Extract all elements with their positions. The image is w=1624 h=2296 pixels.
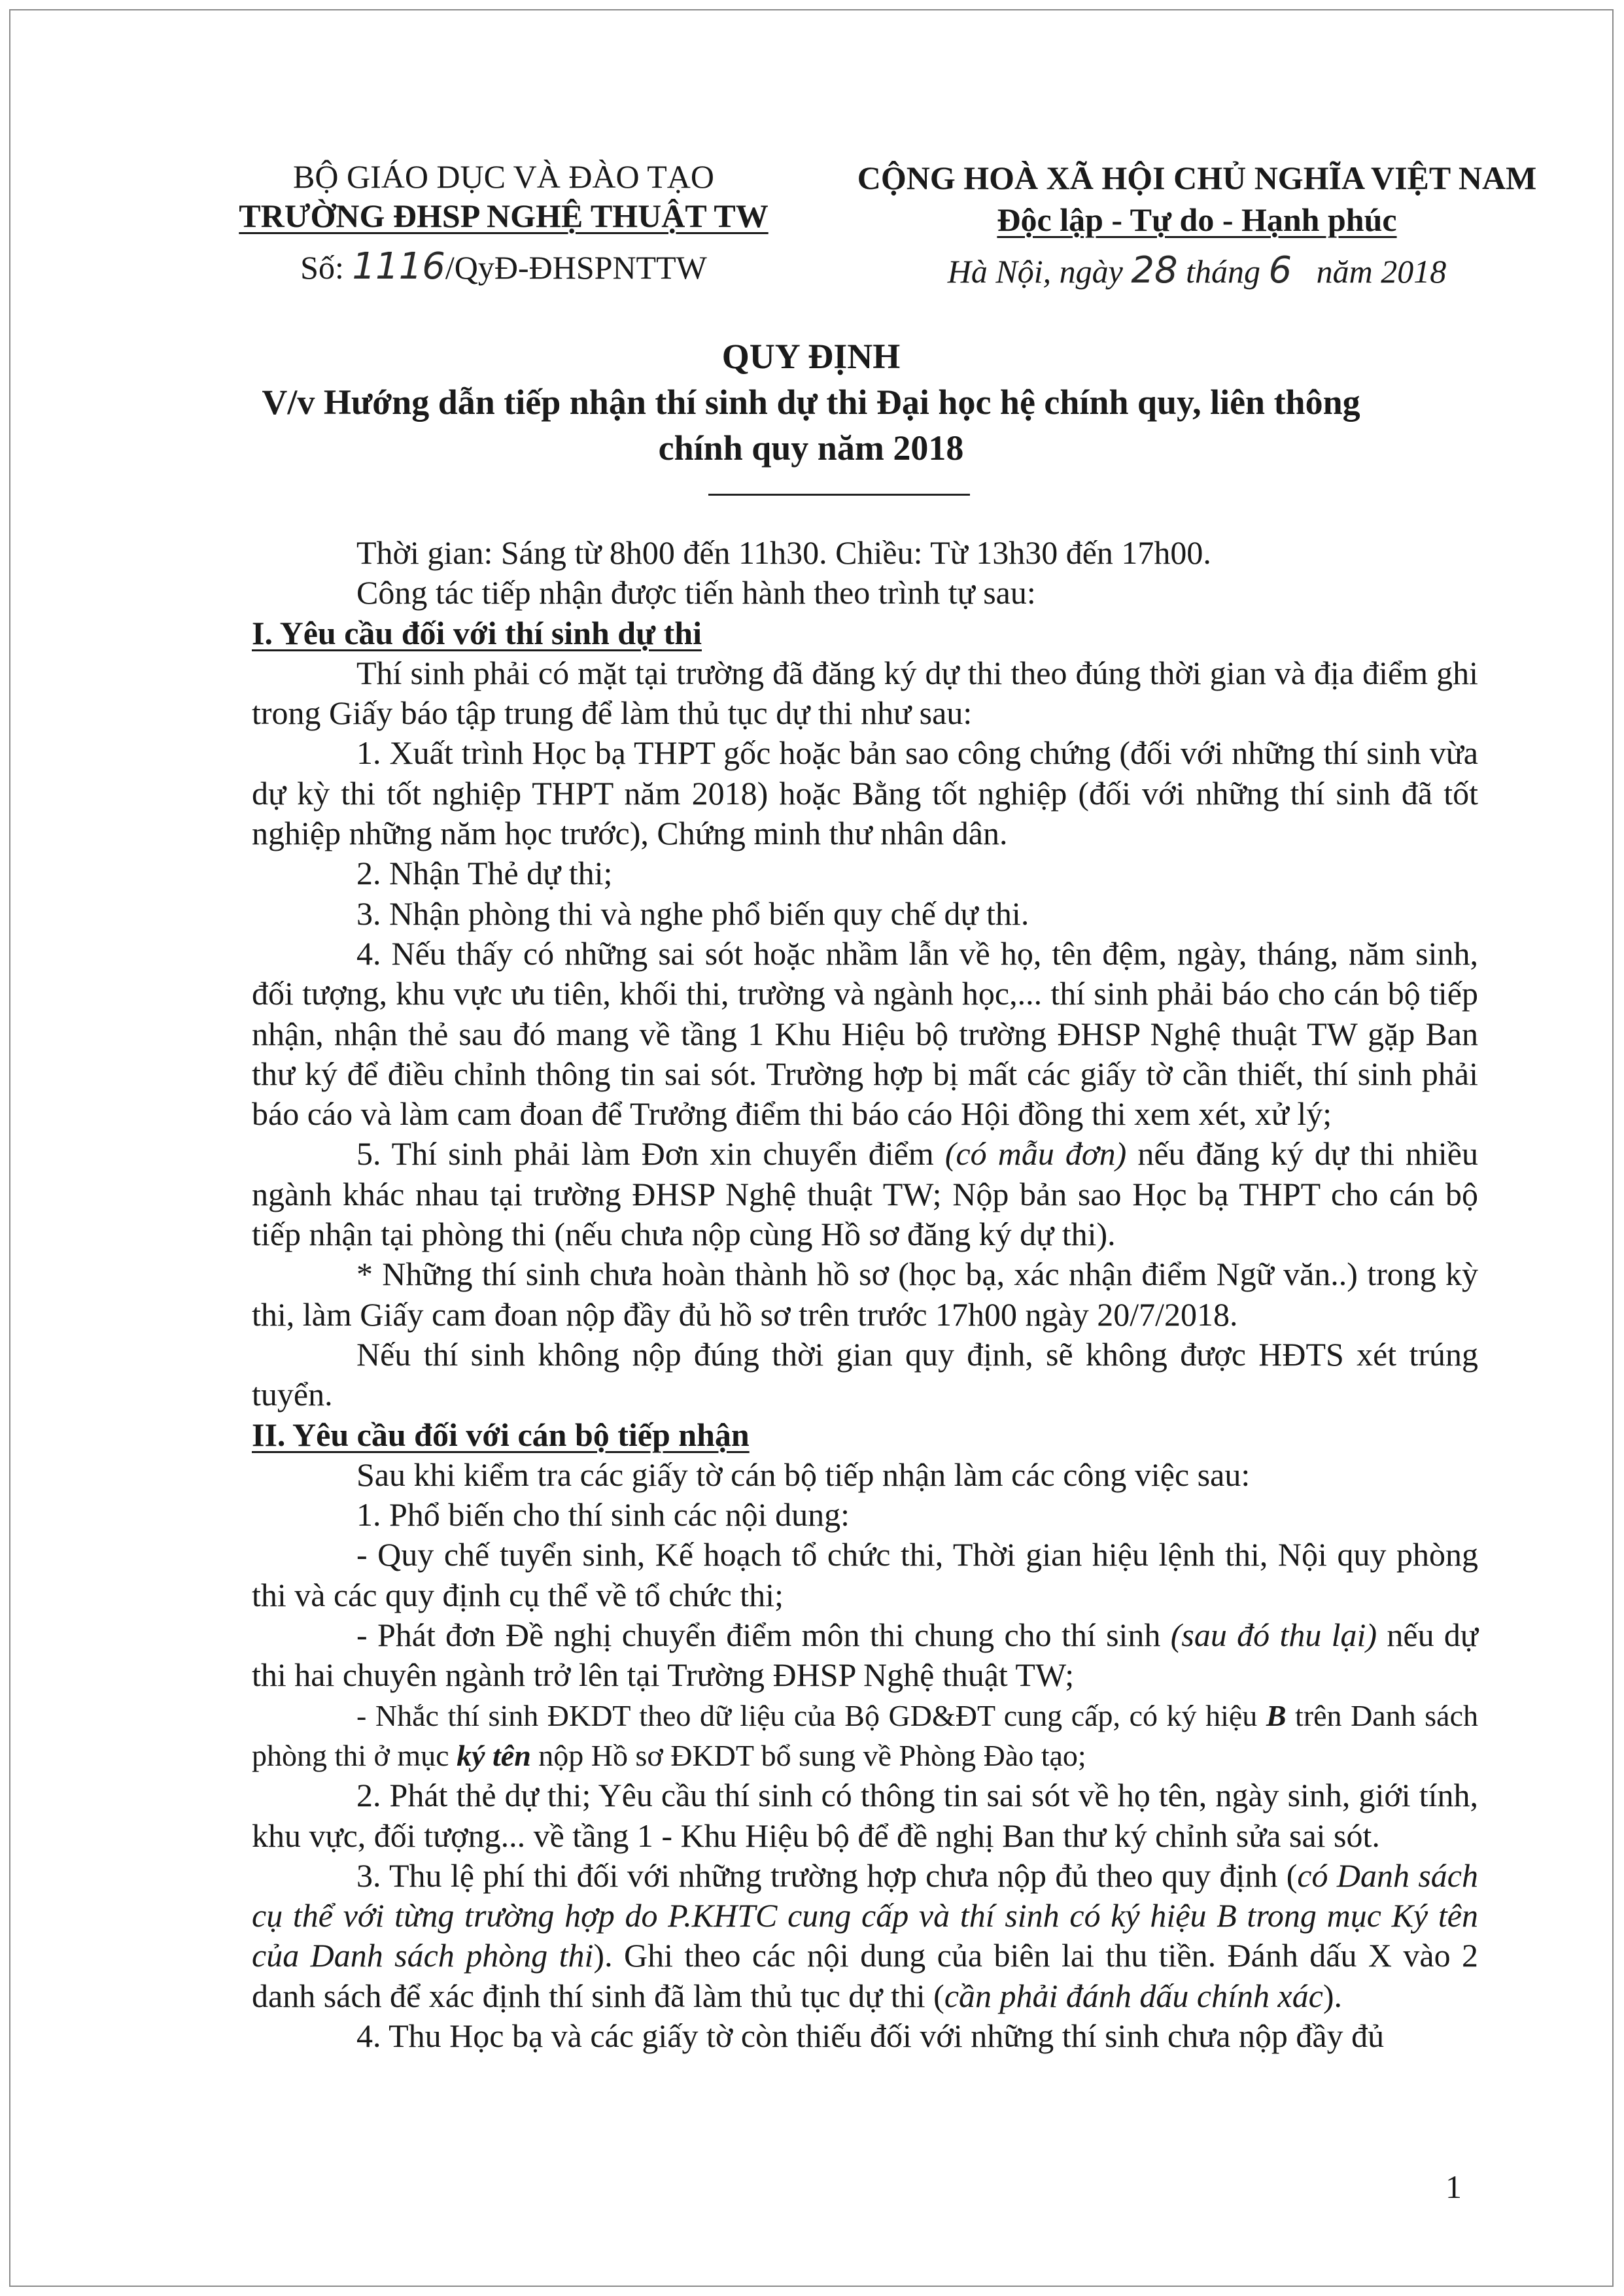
item-1c-text-b: trên Danh sách phòng thi ở mục — [252, 1698, 1478, 1772]
item-1c-text-c: nộp Hồ sơ ĐKDT bổ sung về Phòng Đào tạo; — [530, 1738, 1086, 1772]
section-1-item-1: 1. Xuất trình Học bạ THPT gốc hoặc bản sao công chứng (đối với những thí sinh vừa dự kỳ thi tốt nghiệp THPT năm 2018) hoặc Bằng tốt nghiệp (đối với những thí sinh đã tốt nghiệp những năm học trước), Chứng minh thư nhân dân. — [252, 734, 1478, 852]
item-3-italic-b: cần phải đánh dấu chính xác — [944, 1977, 1323, 2014]
symbol-b: B — [1266, 1698, 1287, 1732]
national-header — [837, 157, 1557, 292]
page-number: 1 — [1445, 2168, 1462, 2205]
handwritten-day: 28 — [1131, 249, 1178, 292]
intro-paragraph: Công tác tiếp nhận được tiến hành theo trình tự sau: — [356, 574, 1036, 611]
title-divider — [708, 494, 970, 496]
section-2-item-1c — [252, 1696, 1478, 1776]
section-2-item-1: 1. Phổ biến cho thí sinh các nội dung: — [356, 1496, 850, 1534]
number-suffix: /QyĐ-ĐHSPNTTW — [445, 249, 707, 286]
item-1b-text-a: - Phát đơn Đề nghị chuyển điểm môn thi chung cho thí sinh — [356, 1617, 1171, 1654]
time-paragraph: Thời gian: Sáng từ 8h00 đến 11h30. Chiều: Từ 13h30 đến 17h00. — [356, 534, 1211, 571]
section-2-item-2: 2. Phát thẻ dự thi; Yêu cầu thí sinh có thông tin sai sót về họ tên, ngày sinh, giới tính, khu vực, đối tượng... về tầng 1 - Khu Hiệu bộ để đề nghị Ban thư ký chỉnh sửa sai sót. — [252, 1777, 1478, 1854]
section-1-note: * Những thí sinh chưa hoàn thành hồ sơ (học bạ, xác nhận điểm Ngữ văn..) trong kỳ thi, làm Giấy cam đoan nộp đầy đủ hồ sơ trên trước 17h00 ngày 20/7/2018. — [252, 1256, 1478, 1333]
issue-date — [837, 250, 1557, 292]
section-2-item-3 — [252, 1856, 1478, 2016]
item-5-italic: (có mẫu đơn) — [944, 1135, 1127, 1173]
section-2-item-1b — [252, 1615, 1478, 1696]
ministry-name: BỘ GIÁO DỤC VÀ ĐÀO TẠO — [293, 158, 714, 195]
section-1-item-5 — [252, 1134, 1478, 1254]
section-2-intro: Sau khi kiểm tra các giấy tờ cán bộ tiếp nhận làm các công việc sau: — [356, 1456, 1251, 1493]
document-body — [252, 533, 1478, 2056]
title-line-2: V/v Hướng dẫn tiếp nhận thí sinh dự thi Đại học hệ chính quy, liên thông chính quy năm 2018 — [262, 383, 1360, 468]
number-prefix: Số: — [300, 249, 353, 286]
section-1-item-3: 3. Nhận phòng thi và nghe phổ biến quy chế dự thi. — [356, 895, 1029, 932]
section-2-item-4: 4. Thu Học bạ và các giấy tờ còn thiếu đối với những thí sinh chưa nộp đầy đủ — [356, 2017, 1385, 2054]
date-month-label: tháng — [1177, 253, 1269, 290]
item-5-text-b: nếu đăng ký dự thi nhiều ngành khác nhau tại trường ĐHSP Nghệ thuật TW; Nộp bản sao Học bạ THPT cho cán bộ tiếp nhận tại phòng thi (nếu chưa nộp cùng Hồ sơ đăng ký dự thi). — [252, 1135, 1478, 1253]
item-3-italic-a: có Danh sách cụ thể với từng trường hợp do P.KHTC cung cấp và thí sinh có ký hiệu B trong mục Ký tên của Danh sách phòng thi — [252, 1857, 1478, 1974]
item-1c-text-a: - Nhắc thí sinh ĐKDT theo dữ liệu của Bộ GD&ĐT cung cấp, có ký hiệu — [356, 1698, 1266, 1732]
item-3-text-a: 3. Thu lệ phí thi đối với những trường hợp chưa nộp đủ theo quy định ( — [356, 1857, 1298, 1894]
date-year: năm 2018 — [1292, 253, 1447, 290]
handwritten-month: 6 — [1268, 249, 1292, 292]
item-3-text-b: ). Ghi theo các nội dung của biên lai thu tiền. Đánh dấu X vào 2 danh sách để xác định thí sinh đã làm thủ tục dự thi ( — [252, 1937, 1479, 2014]
section-1-item-2: 2. Nhận Thẻ dự thi; — [356, 855, 613, 892]
national-motto: Độc lập - Tự do - Hạnh phúc — [997, 201, 1397, 238]
document-title — [249, 334, 1373, 471]
sign-field-label: ký tên — [457, 1738, 531, 1772]
section-1-warning: Nếu thí sinh không nộp đúng thời gian quy định, sẽ không được HĐTS xét trúng tuyển. — [252, 1335, 1478, 1413]
document-number — [216, 247, 791, 287]
section-2-item-1a: - Quy chế tuyển sinh, Kế hoạch tổ chức thi, Thời gian hiệu lệnh thi, Nội quy phòng thi và các quy định cụ thể về tổ chức thi; — [252, 1536, 1478, 1613]
issuer-block — [216, 157, 791, 287]
country-name: CỘNG HOÀ XÃ HỘI CHỦ NGHĨA VIỆT NAM — [857, 160, 1537, 196]
item-1b-italic: (sau đó thu lại) — [1170, 1617, 1377, 1654]
section-1-heading: I. Yêu cầu đối với thí sinh dự thi — [252, 614, 702, 651]
section-1-item-4: 4. Nếu thấy có những sai sót hoặc nhầm lẫn về họ, tên đệm, ngày, tháng, năm sinh, đối tượng, khu vực ưu tiên, khối thi, trường và ngành học,... thí sinh phải báo cho cán bộ tiếp nhận, nhận thẻ sau đó mang về tầng 1 Khu Hiệu bộ trường ĐHSP Nghệ thuật TW gặp Ban thư ký để điều chỉnh thông tin sai sót. Trường hợp bị mất các giấy tờ cần thiết, thí sinh phải báo cáo và làm cam đoan để Trưởng điểm thi báo cáo Hội đồng thi xem xét, xử lý; — [252, 934, 1478, 1133]
section-1-intro: Thí sinh phải có mặt tại trường đã đăng ký dự thi theo đúng thời gian và địa điểm ghi trong Giấy báo tập trung để làm thủ tục dự thi như sau: — [252, 654, 1478, 732]
school-name: TRƯỜNG ĐHSP NGHỆ THUẬT TW — [239, 197, 769, 234]
title-line-1: QUY ĐỊNH — [721, 337, 901, 376]
handwritten-number: 1116 — [352, 245, 445, 288]
item-3-text-c: ). — [1322, 1977, 1343, 2014]
item-1b-text-b: nếu dự thi hai chuyên ngành trở lên tại Trường ĐHSP Nghệ thuật TW; — [252, 1617, 1479, 1694]
section-2-heading: II. Yêu cầu đối với cán bộ tiếp nhận — [252, 1416, 750, 1453]
date-place: Hà Nội, ngày — [947, 253, 1132, 290]
item-5-text-a: 5. Thí sinh phải làm Đơn xin chuyển điểm — [356, 1135, 945, 1173]
